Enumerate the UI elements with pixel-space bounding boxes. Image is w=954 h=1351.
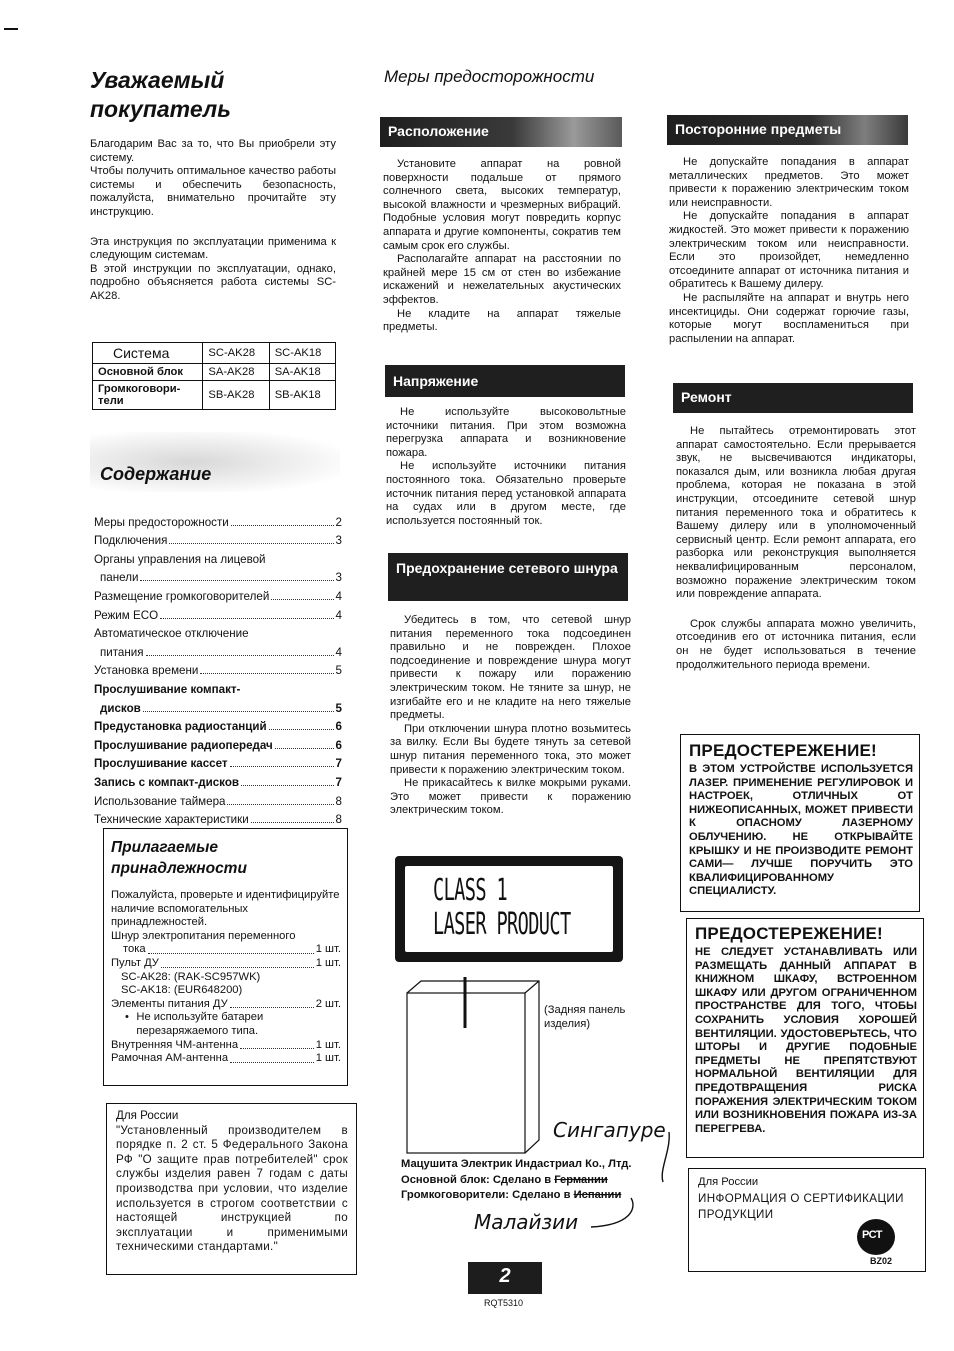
struck-country: Испании: [573, 1189, 622, 1201]
placement-p3: Не кладите на аппарат тяжелые предметы.: [383, 307, 621, 334]
systems-table: [92, 342, 336, 410]
accessories-title: Прилагаемые принадлежности: [111, 839, 247, 877]
list-item: Меры предосторожности 2: [94, 515, 342, 529]
corner-mark: [4, 28, 18, 30]
list-item-cont: дисков 5: [100, 701, 342, 715]
intro-p4: В этой инструкции по эксплуатации, однако, подробно объясняется работа системы SC-AK28.: [90, 262, 336, 302]
contents-list: [94, 510, 342, 826]
intro-p1: Благодарим Вас за то, что Вы приобрели эту систему.: [90, 138, 336, 164]
placement-text: [383, 158, 621, 335]
list-item: Органы управления на лицевой: [94, 552, 266, 566]
repair-p1: Не пытайтесь отремонтировать этот аппарат самостоятельно. Если прерывается звук, не высвечиваются индикаторы, показался дым, или возникла любая другая проблема, которая не показана в этой инструкции, отсоедините сетевой шнур питания переменного тока и обратитесь к Вашему дилеру или в уполномоченный сервисный центр. Если ремонт аппарата, его разборка или реконструкция выполняется неквалифицированным персоналом, возможно поражение электрическим током или повреждение аппарата.: [676, 425, 916, 601]
cord-label: Шнур электропитания переменного: [111, 929, 296, 942]
precautions-heading: Меры предосторожности: [384, 67, 595, 86]
intro-p2: Чтобы получить оптимальное качество работы системы и обеспечить безопасность, пожалуйста, внимательно прочитайте эту инструкцию.: [90, 165, 336, 218]
main-unit-origin: Основной блок: Сделано в Германии: [401, 1173, 608, 1186]
remote-sc18: SC-AK18: (EUR648200): [121, 984, 243, 997]
foreign-p3: Не распыляйте на аппарат и внутрь него инсектициды. Они содержат горючие газы, которые могут воспламениться при распылении на аппарат.: [669, 291, 909, 345]
list-item: Внутренняя ЧМ-антенна 1 шт.: [111, 1038, 341, 1051]
list-item: тока 1 шт.: [123, 943, 341, 956]
repair-text: [676, 425, 916, 672]
list-item-cont: панели 3: [100, 571, 342, 585]
table-cell: SA-AK28: [203, 364, 269, 381]
company-name: Мацушита Электрик Индастриал Ко., Лтд.: [401, 1158, 632, 1170]
voltage-p2: Не используйте источники питания постоянного тока. Обязательно проверьте источник питания перед установкой аппарата на судах или в другом месте, где используется постоянный ток.: [386, 460, 626, 527]
list-item: Прослушивание кассет 7: [94, 757, 342, 771]
cord-text: [390, 614, 631, 818]
table-cell: Система: [93, 343, 203, 364]
laser-label: [395, 856, 623, 962]
warning-laser-title: ПРЕДОСТЕРЕЖЕНИЕ!: [689, 741, 877, 760]
list-item: Технические характеристики 8: [94, 813, 342, 827]
cord-title: Предохранение сетевого шнура: [388, 553, 628, 601]
list-item: Прослушивание компакт-: [94, 682, 241, 696]
list-item: Автоматическое отключение: [94, 627, 249, 641]
russia-box-head: Для России: [116, 1109, 179, 1122]
list-item: Использование таймера 8: [94, 794, 342, 808]
repair-title: Ремонт: [673, 383, 913, 413]
struck-country: Германии: [554, 1173, 608, 1186]
voltage-title: Напряжение: [385, 365, 625, 397]
list-item-cont: питания 4: [100, 645, 342, 659]
foreign-p2: Не допускайте попадания в аппарат жидкостей. Это может привести к поражению электрическим током или неисправности. Если это произойдет, немедленно отсоедините аппарат от источника питания и обратитесь к Вашему дилеру.: [669, 210, 909, 291]
placement-p2: Располагайте аппарат на расстоянии по крайней мере 15 см от стен во избежание искажений и нежелательных акустических эффектов.: [383, 253, 621, 306]
placement-p1: Установите аппарат на ровной поверхности подальше от прямого солнечного света, высоких температур, высокой влажности и чрезмерных вибраций. Подобные условия могут повредить корпус аппарата и другие компоненты, сократив тем самым срок его службы.: [383, 158, 621, 252]
accessories-box: [103, 828, 348, 1086]
list-item: Установка времени 5: [94, 664, 342, 678]
warning-ventilation-text: НЕ СЛЕДУЕТ УСТАНАВЛИВАТЬ ИЛИ РАЗМЕЩАТЬ ДАННЫЙ АППАРАТ В КНИЖНОМ ШКАФУ, ВСТРОЕННОМ ШКАФУ ИЛИ ДРУГОМ ОГРАНИЧЕННОМ ПРОСТРАНСТВЕ ДЛЯ ТОГО, ЧТОБЫ СОХРАНИТЬ УСЛОВИЯ ХОРОШЕЙ ВЕНТИЛЯЦИИ. УДОСТОВЕРЬТЕСЬ, ЧТО ШТОРЫ И ДРУГИЕ ПОДОБНЫЕ ПРЕДМЕТЫ НЕ ПРЕПЯТСТВУЮТ НОРМАЛЬНОЙ ВЕНТИЛЯЦИИ ДЛЯ ПРЕДОТВРАЩЕНИЯ РИСКА ПОРАЖЕНИЯ ЭЛЕКТРИЧЕСКИМ ТОКОМ ИЛИ ВОЗНИКНОВЕНИЯ ПОЖАРА ИЗ-ЗА ПЕРЕГРЕВА.: [695, 946, 917, 1135]
table-cell: SC-AK28: [203, 343, 269, 364]
table-cell: SA-AK18: [269, 364, 335, 381]
handwritten-singapore: Сингапуре: [553, 1118, 666, 1142]
rear-panel-drawing: [405, 975, 540, 1165]
foreign-text: [669, 156, 909, 346]
battery-note: • Не используйте батареи перезаряжаемого типа.: [125, 1011, 264, 1037]
list-item: Размещение громкоговорителей 4: [94, 589, 342, 603]
cert-text: ИНФОРМАЦИЯ О СЕРТИФИКАЦИИ ПРОДУКЦИИ: [698, 1192, 904, 1221]
warning-ventilation-box: [686, 918, 924, 1158]
accessories-list: [111, 889, 341, 1066]
remote-sc28: SC-AK28: (RAK-SC957WK): [121, 970, 261, 983]
warning-laser-box: [680, 734, 920, 912]
cert-code: BZ02: [870, 1256, 893, 1266]
foreign-p1: Не допускайте попадания в аппарат металлических предметов. Это может привести к поражению электрическим током или неисправности.: [669, 156, 909, 209]
bullet-icon: •: [125, 1011, 129, 1024]
table-row: [93, 381, 336, 410]
list-item: Рамочная АМ-антенна 1 шт.: [111, 1052, 341, 1065]
table-row: [93, 364, 336, 381]
table-row: [93, 343, 336, 364]
cert-head: Для России: [698, 1176, 759, 1188]
table-cell: Громкоговори- тели: [93, 381, 203, 410]
list-item: Режим ECO 4: [94, 608, 342, 622]
russia-box-content: [116, 1109, 348, 1255]
table-cell: SB-AK18: [269, 381, 335, 410]
list-item: Запись с компакт-дисков 7: [94, 775, 342, 789]
table-cell: SC-AK18: [269, 343, 335, 364]
intro-p3: Эта инструкция по эксплуатации применима к следующим системам.: [90, 235, 336, 262]
speakers-origin: Громкоговорители: Сделано в Испании: [401, 1189, 622, 1201]
russia-box: [106, 1103, 357, 1275]
doc-number: RQT5310: [484, 1298, 524, 1308]
dear-customer-heading: Уважаемый покупатель: [90, 67, 231, 122]
table-cell: SB-AK28: [203, 381, 269, 410]
list-item: Пульт ДУ 1 шт.: [111, 956, 341, 969]
list-item: Подключения 3: [94, 534, 342, 548]
page-number-box: [468, 1262, 542, 1294]
laser-label-line2: LASER PRODUCT: [433, 907, 571, 942]
list-item: Элементы питания ДУ 2 шт.: [111, 997, 341, 1010]
rear-panel-caption: (Задняя панель изделия): [544, 1004, 626, 1030]
handwritten-stroke: [585, 1130, 675, 1240]
warning-ventilation-title: ПРЕДОСТЕРЕЖЕНИЕ!: [695, 924, 883, 943]
intro-text: [90, 138, 336, 304]
repair-p2: Срок службы аппарата можно увеличить, отсоединив его от источника питания, если он не будет использоваться в течение продолжительного периода времени.: [676, 617, 916, 671]
laser-label-line1: CLASS 1: [433, 873, 508, 908]
russia-box-text: "Установленный производителем в порядке п. 2 ст. 5 Федерального Закона РФ "О защите прав потребителей" срок службы изделия равен 7 годам с даты производства при условии, что изделие используется в строгом соответствии с настоящей инструкцией по эксплуатации и применимыми техническими стандартами.": [116, 1123, 348, 1254]
handwritten-malaysia: Малайзии: [474, 1210, 579, 1234]
placement-title: Расположение: [380, 117, 622, 147]
table-cell: Основной блок: [93, 364, 203, 381]
cord-p2: При отключении шнура плотно возьмитесь за вилку. Если Вы будете тянуть за сетевой шнур питания переменного тока, это может привести к поражению электрическим током.: [390, 722, 631, 776]
certification-box: [688, 1168, 926, 1272]
voltage-p1: Не используйте высоковольтные источники питания. При этом возможна перегрузка аппарата и возникновение пожара.: [386, 406, 626, 459]
contents-title: Содержание: [100, 464, 212, 484]
list-item: Предустановка радиостанций 6: [94, 720, 342, 734]
warning-laser-text: В ЭТОМ УСТРОЙСТВЕ ИСПОЛЬЗУЕТСЯ ЛАЗЕР. ПРИМЕНЕНИЕ РЕГУЛИРОВОК И НАСТРОЕК, ОТЛИЧНЫХ ОТ НИЖЕОПИСАННЫХ, МОЖЕТ ПРИВЕСТИ К ОПАСНОМУ ЛАЗЕРНОМУ ОБЛУЧЕНИЮ. НЕ ОТКРЫВАЙТЕ КРЫШКУ И НЕ ПРОИЗВОДИТЕ РЕМОНТ САМИ— ЛУЧШЕ ПОРУЧИТЬ ЭТО КВАЛИФИЦИРОВАННОМУ СПЕЦИАЛИСТУ.: [689, 763, 913, 898]
cord-p3: Не прикасайтесь к вилке мокрыми руками. Это может привести к поражению электрическим током.: [390, 777, 631, 817]
list-item: Прослушивание радиопередач 6: [94, 738, 342, 752]
voltage-text: [386, 406, 626, 528]
foreign-title: Посторонние предметы: [667, 115, 908, 145]
pct-logo-icon: РСТ: [857, 1219, 895, 1255]
cord-p1: Убедитесь в том, что сетевой шнур питания переменного тока подсоединен правильно и не поврежден. Плохое подсоединение и повреждение шнура могут привести к пожару или поражению электрическим током. Не тяните за шнур, не изгибайте его и не кладите на него тяжелые предметы.: [390, 614, 631, 722]
page-number: 2: [499, 1265, 511, 1287]
accessories-intro: Пожалуйста, проверьте и идентифицируйте наличие вспомогательных принадлежностей.: [111, 889, 340, 929]
